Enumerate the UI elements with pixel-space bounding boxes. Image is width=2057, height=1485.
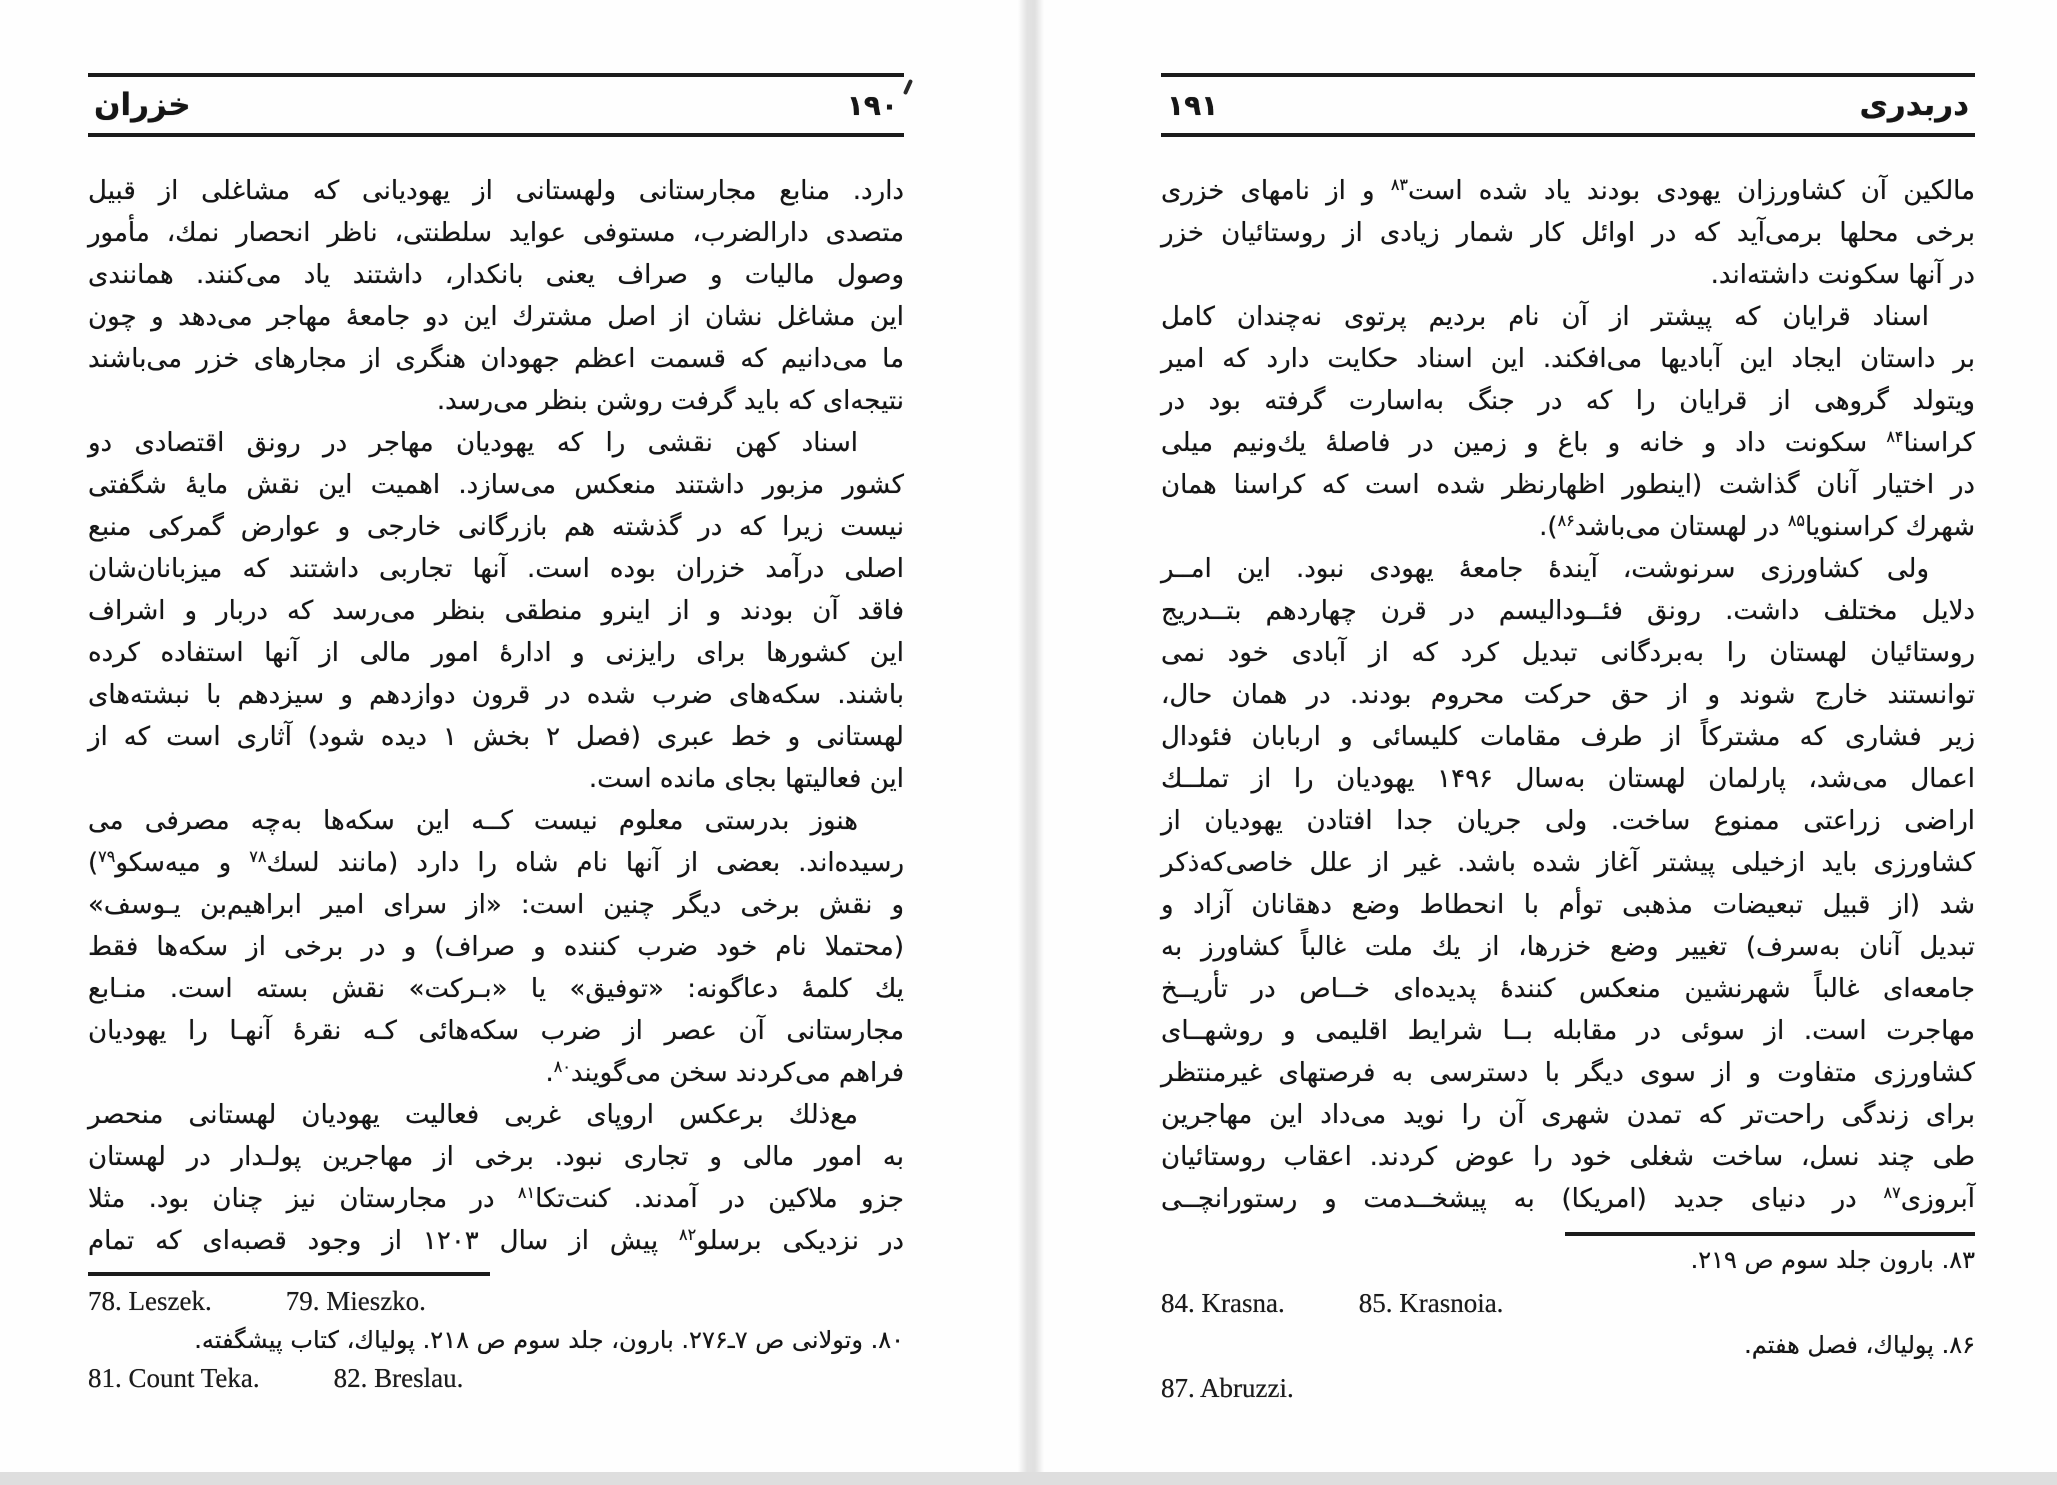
footnote-line [88, 1286, 904, 1317]
text-line: شهرك كراسنویا$^{۸۵}$ در لهستان می‌باشد$^{۸۶}$). [1539, 511, 1975, 542]
right-page-header [1161, 73, 1975, 137]
text-line: دلایل مختلف داشت. رونق فئــودالیسم در قرن چهاردهم بتــدریج [1161, 596, 1975, 626]
text-line: كشور مزبور داشتند منعكس می‌سازد. اهمیت این نقش مایهٔ شگفتی [88, 470, 904, 500]
footnote-entry: 78. Leszek. [88, 1286, 212, 1316]
right-page [1161, 73, 1976, 1403]
scan-bottom-edge [0, 1472, 2057, 1485]
text-line: برخی محلها برمی‌آید كه در اوائل كار شمار زیادی از روستائیان خزر [1161, 218, 1975, 248]
footnote-line: ۸۰. وتولانی ص ۷ـ۲۷۶. بارون، جلد سوم ص ۲۱۸. پولیاك، كتاب پیشگفته. [194, 1326, 904, 1354]
footnote-entry: 85. Krasnoia. [1358, 1288, 1504, 1318]
text-line: جامعه‌ای غالباً شهرنشین منعكس كنندهٔ پدیده‌ای خــاص در تأریــخ [1161, 974, 1975, 1004]
footnote-marker: ۸۰ [553, 1057, 571, 1076]
left-page [88, 73, 905, 1393]
text-line: نیست زیرا كه در گذشته هم بازرگانی خارجی و عوارض گمركی منبع [88, 512, 904, 542]
text-line: این فعالیتها بجای مانده است. [588, 764, 904, 794]
text-line: طی چند نسل، ساخت شغلی خود را عوض كردند. اعقاب روستائیان [1161, 1142, 1975, 1172]
footnote-marker: ۸۵ [1787, 511, 1806, 530]
text-line: برای زندگی راحت‌تر كه تمدن شهری آن را نوید می‌داد این مهاجرین [1161, 1100, 1975, 1130]
footnote-separator [88, 1272, 490, 1276]
left-page-number: ۱۹۰ [846, 88, 898, 122]
text-line: زیر فشاری كه مشتركاً از طرف مقامات كلیسائی و اربابان فئودال [1161, 722, 1975, 752]
left-running-head: خزران [94, 87, 191, 123]
text-line: به امور مالی و تجاری نبود. برخی از مهاجرین پولـدار در لهستان [88, 1142, 904, 1172]
footnote-entry: 81. Count Teka. [88, 1363, 260, 1393]
text-line: (محتملا نام خود ضرب كننده و صراف) و در برخی از سكه‌ها فقط [88, 932, 904, 962]
text-line: ما می‌دانیم كه قسمت اعظم جهودان هنگری از مجارهای خزر می‌باشند [88, 344, 904, 374]
text-line: هنوز بدرستی معلوم نیست كــه این سكه‌ها به‌چه مصرفی می [88, 806, 858, 836]
text-line: اسناد كهن نقشی را كه یهودیان مهاجر در رونق اقتصادی دو [88, 428, 858, 458]
text-line: این مشاغل نشان از اصل مشترك این دو جامعهٔ مهاجر می‌دهد و چون [88, 302, 904, 332]
text-line: در نزدیكی برسلو$^{۸۲}$ پیش از سال ۱۲۰۳ از وجود قصبه‌ای كه تمام [88, 1225, 904, 1256]
footnote-entry: 87. Abruzzi. [1161, 1373, 1294, 1403]
body-text [1161, 171, 1975, 1221]
text-line: دارد. منابع مجارستانی ولهستانی از یهودیانی كه مشاغلی از قبیل [88, 176, 904, 206]
text-line: باشند. سكه‌های ضرب شده در قرون دوازدهم و سیزدهم با نبشته‌های [88, 680, 904, 710]
text-line: در آنها سكونت داشته‌اند. [1710, 260, 1975, 290]
footnote-marker: ۸۶ [1557, 511, 1575, 530]
footnote-marker: ۸۲ [679, 1225, 697, 1244]
footnote-marker: ۷۸ [249, 847, 267, 866]
text-line: لهستانی و خط عبری (فصل ۲ بخش ۱ دیده شود) آثاری است كه از [88, 722, 904, 752]
footnote-entry: 79. Mieszko. [285, 1286, 426, 1316]
text-line: اراضی زراعتی ممنوع ساخت. ولی جریان جدا افتادن یهودیان از [1161, 806, 1975, 836]
right-running-head: دربدری [1859, 87, 1969, 123]
right-page-number: ۱۹۱ [1167, 88, 1219, 122]
text-line: مهاجرت است. از سوئی در مقابله بــا شرایط اقلیمی و روشهــای [1161, 1016, 1975, 1046]
text-line: یك كلمهٔ دعاگونه: «توفیق» یا «بـركت» نقش بسته است. منـابع [88, 974, 904, 1004]
text-line: رسیده‌اند. بعضی از آنها نام شاه را دارد (مانند لسك$^{۷۸}$ و میه‌سكو$^{۷۹}$) [88, 847, 904, 878]
text-line: متصدی دارالضرب، مستوفی عواید سلطنتی، ناظر انحصار نمك، مأمور [88, 218, 904, 248]
text-line: كراسنا$^{۸۴}$ سكونت داد و خانه و باغ و زمین در فاصلهٔ یك‌ونیم میلی [1161, 427, 1975, 458]
text-line: مجارستانی آن عصر از ضرب سكه‌هائی كـه نقرهٔ آنهـا را یهودیان [88, 1016, 904, 1046]
footnote-line: ۸۳. بارون جلد سوم ص ۲۱۹. [1690, 1246, 1975, 1274]
text-line: اسناد قرایان كه پیشتر از آن نام بردیم پرتوی نه‌چندان كامل [1161, 302, 1929, 332]
footnote-marker: ۷۹ [98, 847, 116, 866]
footnote-marker: ۸۳ [1390, 175, 1408, 194]
text-line: روستائیان لهستان را به‌بردگانی تبدیل كرد كه از آبادی خود نمی [1161, 638, 1975, 668]
text-line: ویتولد گروهی از قرایان را كه در جنگ به‌اسارت گرفته بود در [1161, 386, 1975, 416]
footnote-line: ۸۶. پولیاك، فصل هفتم. [1744, 1331, 1975, 1359]
text-line: آبروزی$^{۸۷}$ در دنیای جدید (امریكا) به پیشخــدمت و رستورانچــی [1161, 1183, 1975, 1214]
text-line: فاقد آن بودند و از اینرو منطقی بنظر می‌رسد كه دربار و اشراف [88, 596, 904, 626]
text-line: شد (از قبیل تبعیضات مذهبی توأم با انحطاط وضع دهقانان آزاد و [1161, 890, 1975, 920]
text-line: در اختیار آنان گذاشت (اینطور اظهارنظر شده است كه كراسنا همان [1161, 470, 1975, 500]
footnotes [1161, 1232, 1975, 1416]
text-line: اعمال می‌شد، پارلمان لهستان به‌سال ۱۴۹۶ یهودیان را از تملــك [1161, 764, 1976, 794]
footnote-entry: 84. Krasna. [1161, 1288, 1285, 1318]
text-line: این كشورها برای رایزنی و ادارهٔ امور مالی از آنها استفاده كرده [88, 638, 904, 668]
footnotes [88, 1272, 904, 1403]
footnote-line [1161, 1373, 1975, 1404]
text-line: كشاورزی باید ازخیلی پیشتر آغاز شده باشد. غیر از علل خاصی‌كه‌ذكر [1161, 848, 1975, 878]
page-gutter-shadow [1018, 0, 1044, 1485]
footnote-line [1161, 1288, 1975, 1319]
footnote-line [88, 1363, 904, 1394]
text-line: جزو ملاكین در آمدند. كنت‌تكا$^{۸۱}$ در مجارستان نیز چنان بود. مثلا [88, 1183, 905, 1214]
text-line: بر داستان ایجاد این آبادیها می‌افكند. این اسناد حكایت دارد كه امیر [1161, 344, 1975, 374]
footnote-marker: ۸۱ [517, 1183, 536, 1202]
text-line: توانستند خارج شوند و از حق حركت محروم بودند. در همان حال، [1161, 680, 1975, 710]
text-line: اصلی درآمد خزران بوده است. آنها تجاربی داشتند كه میزبانان‌شان [88, 554, 904, 584]
text-line: وصول مالیات و صراف یعنی بانكدار، داشتند یاد می‌كنند. همانندی [88, 260, 904, 290]
text-line: مالكین آن كشاورزان یهودی بودند یاد شده است$^{۸۳}$ و از نامهای خزری [1161, 175, 1975, 206]
text-line: فراهم می‌كردند سخن می‌گویند$^{۸۰}$. [545, 1057, 904, 1088]
footnote-entry: 82. Breslau. [333, 1363, 464, 1393]
text-line: تبدیل آنان به‌سرف) تغییر وضع خزرها، از یك ملت غالباً كشاورز به [1161, 932, 1975, 962]
text-line: و نقش برخی دیگر چنین است: «از سرای امیر ابراهیم‌بن یـوسف» [88, 890, 904, 920]
footnote-marker: ۸۷ [1883, 1183, 1901, 1202]
text-line: نتیجه‌ای كه باید گرفت روشن بنظر می‌رسد. [436, 386, 904, 416]
footnote-separator [1565, 1232, 1975, 1236]
body-text [88, 171, 904, 1263]
left-page-header [88, 73, 904, 137]
footnote-marker: ۸۴ [1886, 427, 1904, 446]
text-line: ولی كشاورزی سرنوشت، آیندهٔ جامعهٔ یهودی نبود. این امــر [1161, 554, 1929, 584]
ink-tick-mark [903, 79, 913, 95]
text-line: كشاورزی متفاوت و از سوی دیگر با دسترسی به فرصتهای غیرمنتظر [1161, 1058, 1975, 1088]
text-line: مع‌ذلك برعكس اروپای غربی فعالیت یهودیان لهستانی منحصر [88, 1100, 858, 1130]
